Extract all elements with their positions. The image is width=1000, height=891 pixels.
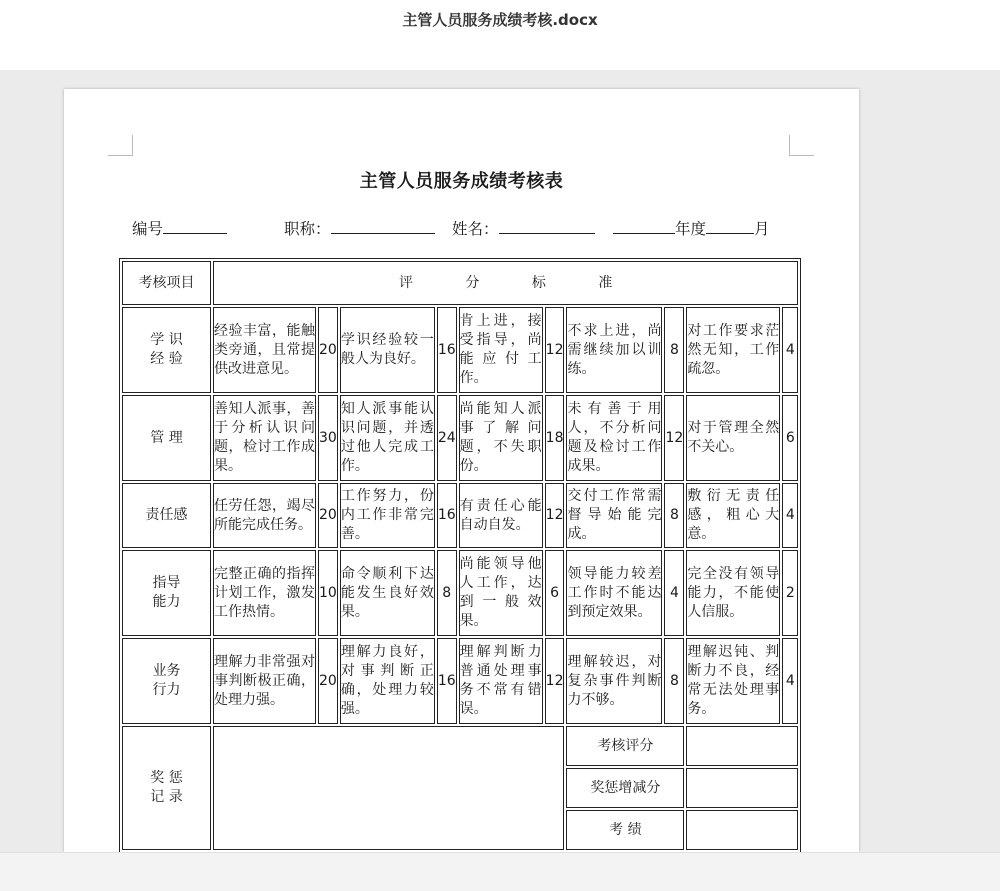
criteria-cell[interactable]: 尚能知人派事了解问题，不失职份。 xyxy=(459,395,543,481)
document-page xyxy=(64,89,859,852)
number-field xyxy=(132,217,227,239)
criteria-cell[interactable]: 有责任心能自动自发。 xyxy=(459,483,543,548)
bottom-bar xyxy=(0,852,1000,891)
score-cell[interactable]: 6 xyxy=(782,395,798,481)
criteria-cell[interactable]: 命令顺利下达能发生良好效果。 xyxy=(340,550,435,636)
title-bar xyxy=(0,0,1000,70)
name-label: 姓名： xyxy=(452,220,499,238)
criteria-cell[interactable]: 尚能领导他人工作，达到一般效果。 xyxy=(459,550,543,636)
item-line: 奖 惩 xyxy=(150,770,183,786)
item-line: 指导 xyxy=(152,575,181,591)
month-blank xyxy=(706,217,754,234)
name-blank xyxy=(499,217,595,234)
table-row xyxy=(122,726,798,766)
criteria-cell[interactable]: 领导能力较差工作时不能达到预定效果。 xyxy=(566,550,662,636)
document-title: 主管人员服务成绩考核.docx xyxy=(402,11,598,29)
score-cell[interactable]: 12 xyxy=(545,483,565,548)
criteria-cell[interactable]: 完整正确的指挥计划工作，激发工作热情。 xyxy=(213,550,316,636)
score-cell[interactable]: 4 xyxy=(782,483,798,548)
item-responsibility xyxy=(122,483,211,548)
criteria-cell[interactable]: 善知人派事，善于分析认识问题，检讨工作成果。 xyxy=(213,395,316,481)
criteria-cell[interactable]: 理解力良好，对事判断正确，处理力较强。 xyxy=(340,638,435,724)
item-management xyxy=(122,395,211,481)
form-info-row xyxy=(132,217,832,239)
margin-corner-mark-left xyxy=(108,135,133,156)
evaluation-table-wrap xyxy=(119,258,801,852)
criteria-cell[interactable]: 理解较迟，对复杂事件判断力不够。 xyxy=(566,638,662,724)
score-cell[interactable]: 12 xyxy=(664,395,684,481)
item-line: 行力 xyxy=(152,682,181,698)
table-row xyxy=(122,395,798,481)
name-field xyxy=(452,217,595,239)
item-leadership xyxy=(122,550,211,636)
score-cell[interactable]: 20 xyxy=(318,638,338,724)
score-cell[interactable]: 16 xyxy=(437,638,457,724)
criteria-cell[interactable]: 学识经验较一般人为良好。 xyxy=(340,307,435,393)
criteria-cell[interactable]: 敷衍无责任感，粗心大意。 xyxy=(686,483,780,548)
title-label: 职称： xyxy=(284,220,331,238)
item-line: 学 识 xyxy=(150,332,183,348)
item-knowledge-experience xyxy=(122,307,211,393)
score-cell[interactable]: 8 xyxy=(664,307,684,393)
item-line: 管 理 xyxy=(150,429,183,446)
number-blank xyxy=(163,217,227,234)
result-label: 考 绩 xyxy=(566,810,684,850)
evaluation-table xyxy=(119,258,801,852)
score-cell[interactable]: 6 xyxy=(545,550,565,636)
score-cell[interactable]: 10 xyxy=(318,550,338,636)
score-cell[interactable]: 16 xyxy=(437,307,457,393)
header-criteria-label: 评 分 标 准 xyxy=(398,274,637,291)
form-title: 主管人员服务成绩考核表 xyxy=(359,171,564,192)
date-field xyxy=(613,217,770,239)
score-cell[interactable]: 16 xyxy=(437,483,457,548)
item-line: 责任感 xyxy=(145,507,188,523)
year-blank xyxy=(613,217,675,234)
criteria-cell[interactable]: 对于管理全然不关心。 xyxy=(686,395,780,481)
header-criteria-cell xyxy=(213,261,798,305)
score-cell[interactable]: 4 xyxy=(782,638,798,724)
item-line: 记 录 xyxy=(150,789,183,805)
year-label: 年度 xyxy=(675,220,707,238)
score-cell[interactable]: 2 xyxy=(782,550,798,636)
score-cell[interactable]: 24 xyxy=(437,395,457,481)
score-cell[interactable]: 4 xyxy=(782,307,798,393)
score-cell[interactable]: 8 xyxy=(437,550,457,636)
criteria-cell[interactable]: 对工作要求茫然无知，工作疏忽。 xyxy=(686,307,780,393)
margin-corner-mark-right xyxy=(789,135,814,156)
score-total-cell[interactable] xyxy=(686,726,798,766)
score-cell[interactable]: 4 xyxy=(664,550,684,636)
title-field xyxy=(284,217,435,239)
item-rewards-record xyxy=(122,726,211,850)
criteria-cell[interactable]: 知人派事能认识问题，并透过他人完成工作。 xyxy=(340,395,435,481)
criteria-cell[interactable]: 不求上进，尚需继续加以训练。 xyxy=(566,307,662,393)
criteria-cell[interactable]: 肯上进，接受指导，尚能应付工作。 xyxy=(459,307,543,393)
item-line: 业务 xyxy=(152,663,181,679)
score-cell[interactable]: 12 xyxy=(545,307,565,393)
criteria-cell[interactable]: 理解力非常强对事判断极正确，处理力强。 xyxy=(213,638,316,724)
adjust-score-label: 奖惩增减分 xyxy=(566,768,684,808)
score-cell[interactable]: 20 xyxy=(318,307,338,393)
number-label: 编号 xyxy=(132,220,164,238)
score-cell[interactable]: 20 xyxy=(318,483,338,548)
criteria-cell[interactable]: 交付工作常需督导始能完成。 xyxy=(566,483,662,548)
criteria-cell[interactable]: 未有善于用人，不分析问题及检讨工作成果。 xyxy=(566,395,662,481)
month-label: 月 xyxy=(754,220,770,238)
title-blank xyxy=(331,217,435,234)
table-row xyxy=(122,483,798,548)
item-business-execution xyxy=(122,638,211,724)
result-cell[interactable] xyxy=(686,810,798,850)
criteria-cell[interactable]: 理解迟钝、判断力不良，经常无法处理事务。 xyxy=(686,638,780,724)
table-row xyxy=(122,550,798,636)
criteria-cell[interactable]: 完全没有领导能力，不能使人信服。 xyxy=(686,550,780,636)
score-cell[interactable]: 8 xyxy=(664,483,684,548)
criteria-cell[interactable]: 任劳任怨，竭尽所能完成任务。 xyxy=(213,483,316,548)
header-item-cell: 考核项目 xyxy=(122,261,211,305)
table-row xyxy=(122,638,798,724)
item-line: 能力 xyxy=(152,594,181,610)
criteria-cell[interactable]: 理解判断力普通处理事务不常有错误。 xyxy=(459,638,543,724)
table-header-row xyxy=(122,261,798,305)
score-cell[interactable]: 12 xyxy=(545,638,565,724)
table-row xyxy=(122,307,798,393)
score-cell[interactable]: 30 xyxy=(318,395,338,481)
criteria-cell[interactable]: 经验丰富，能触类旁通，且常提供改进意见。 xyxy=(213,307,316,393)
criteria-cell[interactable]: 工作努力，份内工作非常完善。 xyxy=(340,483,435,548)
rewards-record-cell[interactable] xyxy=(213,726,564,850)
adjust-score-cell[interactable] xyxy=(686,768,798,808)
score-cell[interactable]: 8 xyxy=(664,638,684,724)
score-cell[interactable]: 18 xyxy=(545,395,565,481)
score-total-label: 考核评分 xyxy=(566,726,684,766)
item-line: 经 验 xyxy=(150,351,183,367)
